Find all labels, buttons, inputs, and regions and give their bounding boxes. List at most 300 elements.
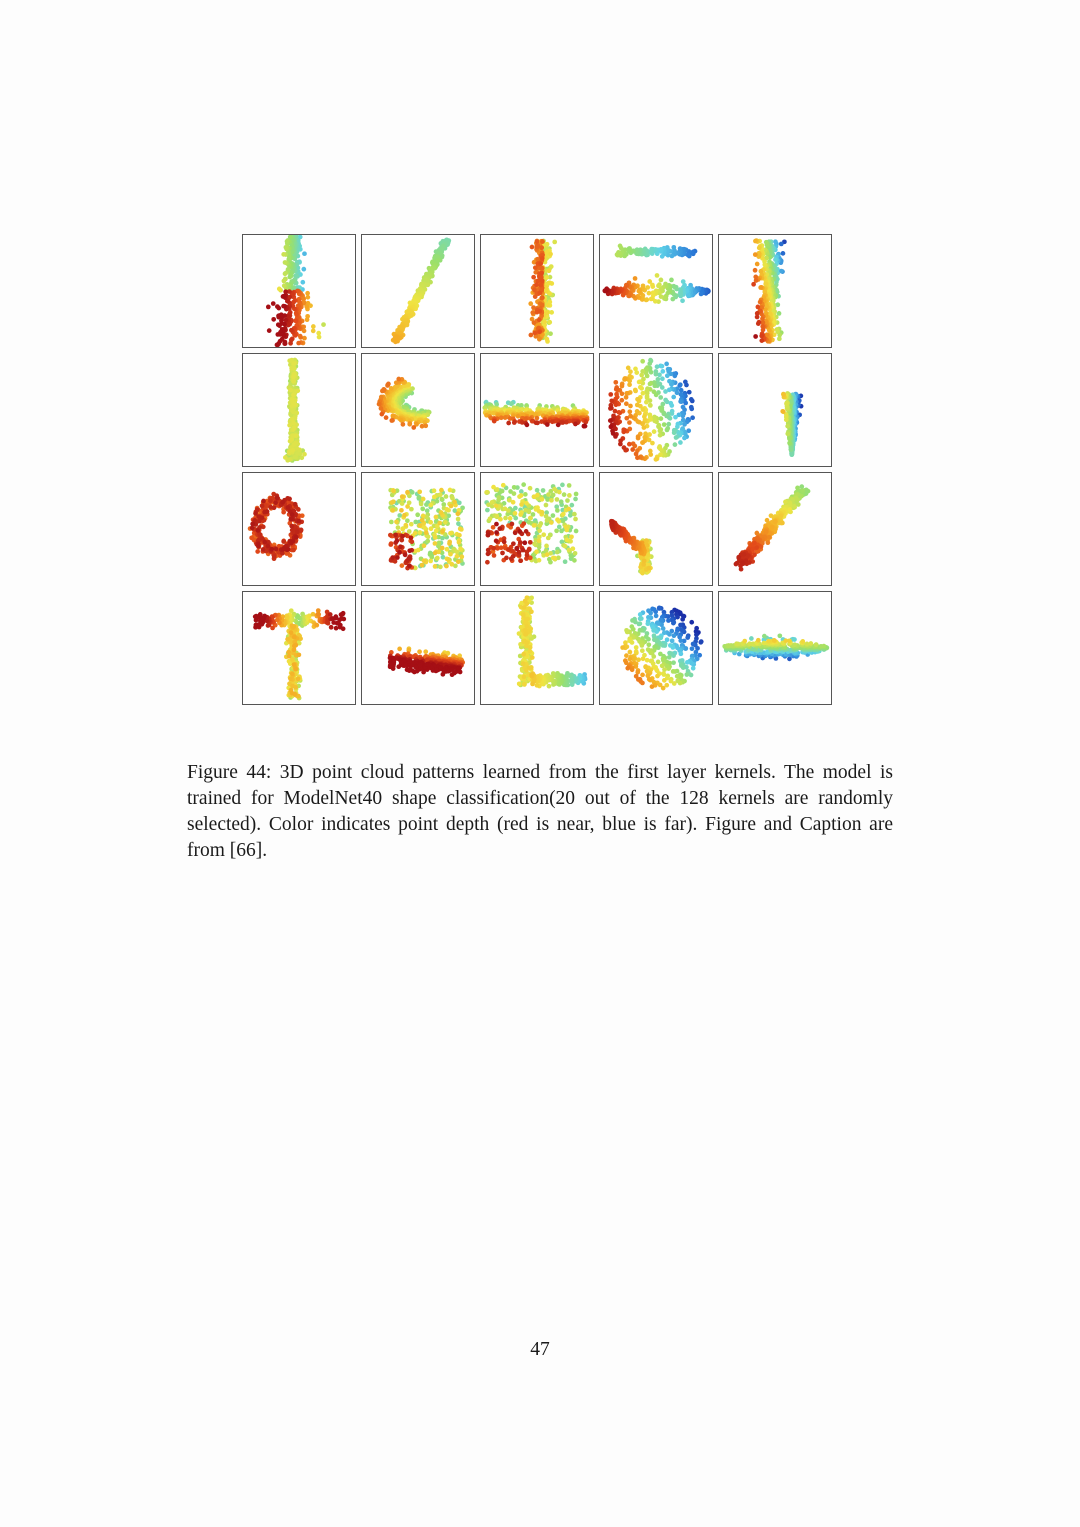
point-cloud-pole (243, 354, 355, 466)
point (455, 554, 460, 559)
point (655, 273, 660, 278)
point (411, 425, 416, 430)
point (446, 557, 451, 562)
kernel-panel-4 (599, 234, 713, 348)
point (289, 328, 294, 333)
point (391, 499, 396, 504)
point (283, 318, 288, 323)
point (417, 489, 422, 494)
point (752, 541, 757, 546)
point (398, 544, 403, 549)
point (294, 535, 299, 540)
point (292, 366, 297, 371)
point (546, 303, 551, 308)
point (535, 488, 540, 493)
point (456, 521, 461, 526)
point (511, 554, 516, 559)
point-cloud-small-cone (719, 354, 831, 466)
point (609, 398, 614, 403)
point (537, 528, 542, 533)
point (613, 409, 618, 414)
point (658, 433, 663, 438)
point (500, 551, 505, 556)
point (752, 552, 757, 557)
point (440, 546, 445, 551)
point (555, 497, 560, 502)
point (293, 318, 298, 323)
point (377, 402, 382, 407)
point (291, 379, 296, 384)
point (389, 386, 394, 391)
point (652, 419, 657, 424)
point (637, 289, 642, 294)
point (407, 563, 412, 568)
point-cloud-hook (600, 473, 712, 585)
point (533, 294, 538, 299)
point (396, 525, 401, 530)
point (544, 514, 549, 519)
point (433, 541, 438, 546)
point (293, 502, 298, 507)
point (271, 317, 276, 322)
point (290, 397, 295, 402)
point (563, 559, 568, 564)
point (664, 362, 669, 367)
point (689, 405, 694, 410)
point (256, 528, 261, 533)
point (439, 488, 444, 493)
point (280, 500, 285, 505)
point (456, 517, 461, 522)
point (549, 520, 554, 525)
point (765, 540, 770, 545)
point (563, 525, 568, 530)
point (278, 332, 283, 337)
point (491, 485, 496, 490)
point (638, 385, 643, 390)
point (640, 571, 645, 576)
point (399, 508, 404, 513)
point (773, 239, 778, 244)
point (409, 535, 414, 540)
point (654, 457, 659, 462)
point (391, 488, 396, 493)
point (389, 418, 394, 423)
point (433, 551, 438, 556)
point (539, 296, 544, 301)
point (288, 388, 293, 393)
point (494, 530, 499, 535)
point (393, 532, 398, 537)
point (542, 320, 547, 325)
point (549, 498, 554, 503)
point (501, 483, 506, 488)
point (422, 558, 427, 563)
point (509, 401, 514, 406)
point (682, 436, 687, 441)
point (624, 395, 629, 400)
point (456, 511, 461, 516)
point (773, 257, 778, 262)
point (386, 382, 391, 387)
point (390, 555, 395, 560)
point (611, 431, 616, 436)
point (518, 540, 523, 545)
point (545, 310, 550, 315)
point (545, 497, 550, 502)
point (624, 416, 629, 421)
point (400, 494, 405, 499)
point (485, 508, 490, 513)
point (407, 529, 412, 534)
point (663, 389, 668, 394)
point (654, 372, 659, 377)
point (417, 495, 422, 500)
kernel-panel-14 (599, 472, 713, 586)
point (498, 517, 503, 522)
point (302, 251, 307, 256)
point (699, 292, 704, 297)
point (265, 509, 270, 514)
point (665, 428, 670, 433)
point (291, 547, 296, 552)
point (681, 279, 686, 284)
point (291, 539, 296, 544)
point (535, 244, 540, 249)
point (492, 553, 497, 558)
point (621, 429, 626, 434)
point (390, 508, 395, 513)
point (683, 380, 688, 385)
point (289, 524, 294, 529)
point (561, 512, 566, 517)
point (769, 513, 774, 518)
point (755, 531, 760, 536)
point (532, 494, 537, 499)
point (560, 420, 565, 425)
point (521, 548, 526, 553)
point (567, 493, 572, 498)
point (506, 547, 511, 552)
point (538, 261, 543, 266)
kernel-panel-5 (718, 234, 832, 348)
point (438, 565, 443, 570)
point (288, 341, 293, 346)
point (659, 278, 664, 283)
point (546, 492, 551, 497)
point (286, 547, 291, 552)
point (401, 422, 406, 427)
point (750, 547, 755, 552)
point (546, 268, 551, 273)
point (433, 564, 438, 569)
point (537, 534, 542, 539)
point (281, 304, 286, 309)
point (546, 536, 551, 541)
point (435, 556, 440, 561)
point (660, 369, 665, 374)
point (652, 429, 657, 434)
point (428, 503, 433, 508)
point (277, 323, 282, 328)
point (405, 490, 410, 495)
point-cloud-corner-cluster (362, 473, 474, 585)
point (528, 516, 533, 521)
point (762, 262, 767, 267)
point (457, 533, 462, 538)
point (609, 424, 614, 429)
point (276, 314, 281, 319)
point (548, 252, 553, 257)
point-cloud-wedge (481, 354, 593, 466)
point (573, 551, 578, 556)
point (256, 544, 261, 549)
point (545, 552, 550, 557)
point (268, 499, 273, 504)
point (458, 526, 463, 531)
point (556, 423, 561, 428)
point (673, 442, 678, 447)
point (618, 244, 623, 249)
point (279, 318, 284, 323)
point (399, 418, 404, 423)
point (544, 275, 549, 280)
kernel-panel-2 (361, 234, 475, 348)
point (620, 384, 625, 389)
point (447, 541, 452, 546)
point (415, 512, 420, 517)
point-cloud-corner-cluster-2 (481, 473, 593, 585)
point (432, 495, 437, 500)
point (764, 529, 769, 534)
point (485, 560, 490, 565)
point (420, 506, 425, 511)
point (549, 264, 554, 269)
point (541, 488, 546, 493)
point (647, 291, 652, 296)
point (764, 240, 769, 245)
point (560, 483, 565, 488)
point (524, 501, 529, 506)
point (557, 490, 562, 495)
point (530, 310, 535, 315)
point (422, 543, 427, 548)
point (756, 321, 761, 326)
point (627, 409, 632, 414)
point (630, 447, 635, 452)
point (393, 335, 398, 340)
point (274, 547, 279, 552)
kernel-panel-8 (480, 353, 594, 467)
point (389, 520, 394, 525)
point (532, 331, 537, 336)
point (522, 540, 527, 545)
point (289, 517, 294, 522)
kernel-panel-3 (480, 234, 594, 348)
point (648, 403, 653, 408)
point (500, 489, 505, 494)
point (533, 265, 538, 270)
point (262, 540, 267, 545)
point (287, 423, 292, 428)
point (535, 421, 540, 426)
point (582, 424, 587, 429)
point (618, 442, 623, 447)
point (282, 279, 287, 284)
point (781, 251, 786, 256)
point (681, 405, 686, 410)
point (615, 252, 620, 257)
point (746, 553, 751, 558)
point (316, 331, 321, 336)
point (658, 406, 663, 411)
point (681, 413, 686, 418)
point (566, 507, 571, 512)
point (250, 522, 255, 527)
point (494, 514, 499, 519)
point (547, 281, 552, 286)
point (311, 324, 316, 329)
point (574, 529, 579, 534)
kernel-panel-6 (242, 353, 356, 467)
point (295, 529, 300, 534)
point (666, 369, 671, 374)
point (537, 309, 542, 314)
point (419, 502, 424, 507)
point (445, 547, 450, 552)
kernel-panel-11 (242, 472, 356, 586)
point (523, 417, 528, 422)
point (633, 389, 638, 394)
point (510, 522, 515, 527)
point (407, 556, 412, 561)
point (420, 424, 425, 429)
point (624, 401, 629, 406)
point-cloud-diagonal-rod (362, 235, 474, 347)
point (275, 496, 280, 501)
point (276, 306, 281, 311)
point (537, 539, 542, 544)
point (448, 531, 453, 536)
point-cloud-vertical-slab (481, 235, 593, 347)
point (673, 415, 678, 420)
point-cloud-kernel-grid (242, 234, 837, 708)
point (282, 341, 287, 346)
point (449, 562, 454, 567)
point (528, 540, 533, 545)
point (627, 442, 632, 447)
point (508, 516, 513, 521)
point (440, 497, 445, 502)
point (773, 519, 778, 524)
point (438, 492, 443, 497)
point (758, 300, 763, 305)
point (289, 608, 294, 613)
point (783, 500, 788, 505)
point (544, 544, 549, 549)
point (400, 501, 405, 506)
point (567, 483, 572, 488)
point (413, 520, 418, 525)
point (405, 504, 410, 509)
point (305, 291, 310, 296)
point (506, 421, 511, 426)
point (573, 422, 578, 427)
kernel-panel-1 (242, 234, 356, 348)
kernel-panel-13 (480, 472, 594, 586)
point (734, 562, 739, 567)
point (534, 549, 539, 554)
point (437, 521, 442, 526)
point-cloud-sphere-gradient (600, 354, 712, 466)
point (281, 510, 286, 515)
point (759, 269, 764, 274)
kernel-panel-12 (361, 472, 475, 586)
point (518, 558, 523, 563)
point (633, 367, 638, 372)
point (788, 447, 793, 452)
point (497, 526, 502, 531)
point (687, 390, 692, 395)
point (420, 518, 425, 523)
point (530, 245, 535, 250)
point (488, 516, 493, 521)
point (260, 515, 265, 520)
point (459, 554, 464, 559)
point (407, 422, 412, 427)
point (448, 552, 453, 557)
point-cloud-vase (243, 235, 355, 347)
point (635, 397, 640, 402)
point (285, 239, 290, 244)
point (407, 548, 412, 553)
point (458, 546, 463, 551)
point (531, 275, 536, 280)
point (261, 499, 266, 504)
point (452, 500, 457, 505)
point (645, 395, 650, 400)
point (614, 387, 619, 392)
point (532, 287, 537, 292)
point (780, 521, 785, 526)
point (626, 366, 631, 371)
point (537, 329, 542, 334)
point (640, 359, 645, 364)
point (517, 529, 522, 534)
point (557, 525, 562, 530)
point (767, 535, 772, 540)
point (277, 287, 282, 292)
point (291, 393, 296, 398)
point (502, 540, 507, 545)
point (678, 399, 683, 404)
point (544, 548, 549, 553)
point (635, 403, 640, 408)
point (753, 334, 758, 339)
point (785, 424, 790, 429)
point (449, 504, 454, 509)
point (570, 546, 575, 551)
point (572, 512, 577, 517)
point (736, 555, 741, 560)
point (573, 517, 578, 522)
point (402, 513, 407, 518)
point (291, 410, 296, 415)
point (540, 497, 545, 502)
point (379, 406, 384, 411)
point (548, 560, 553, 565)
point (249, 535, 254, 540)
